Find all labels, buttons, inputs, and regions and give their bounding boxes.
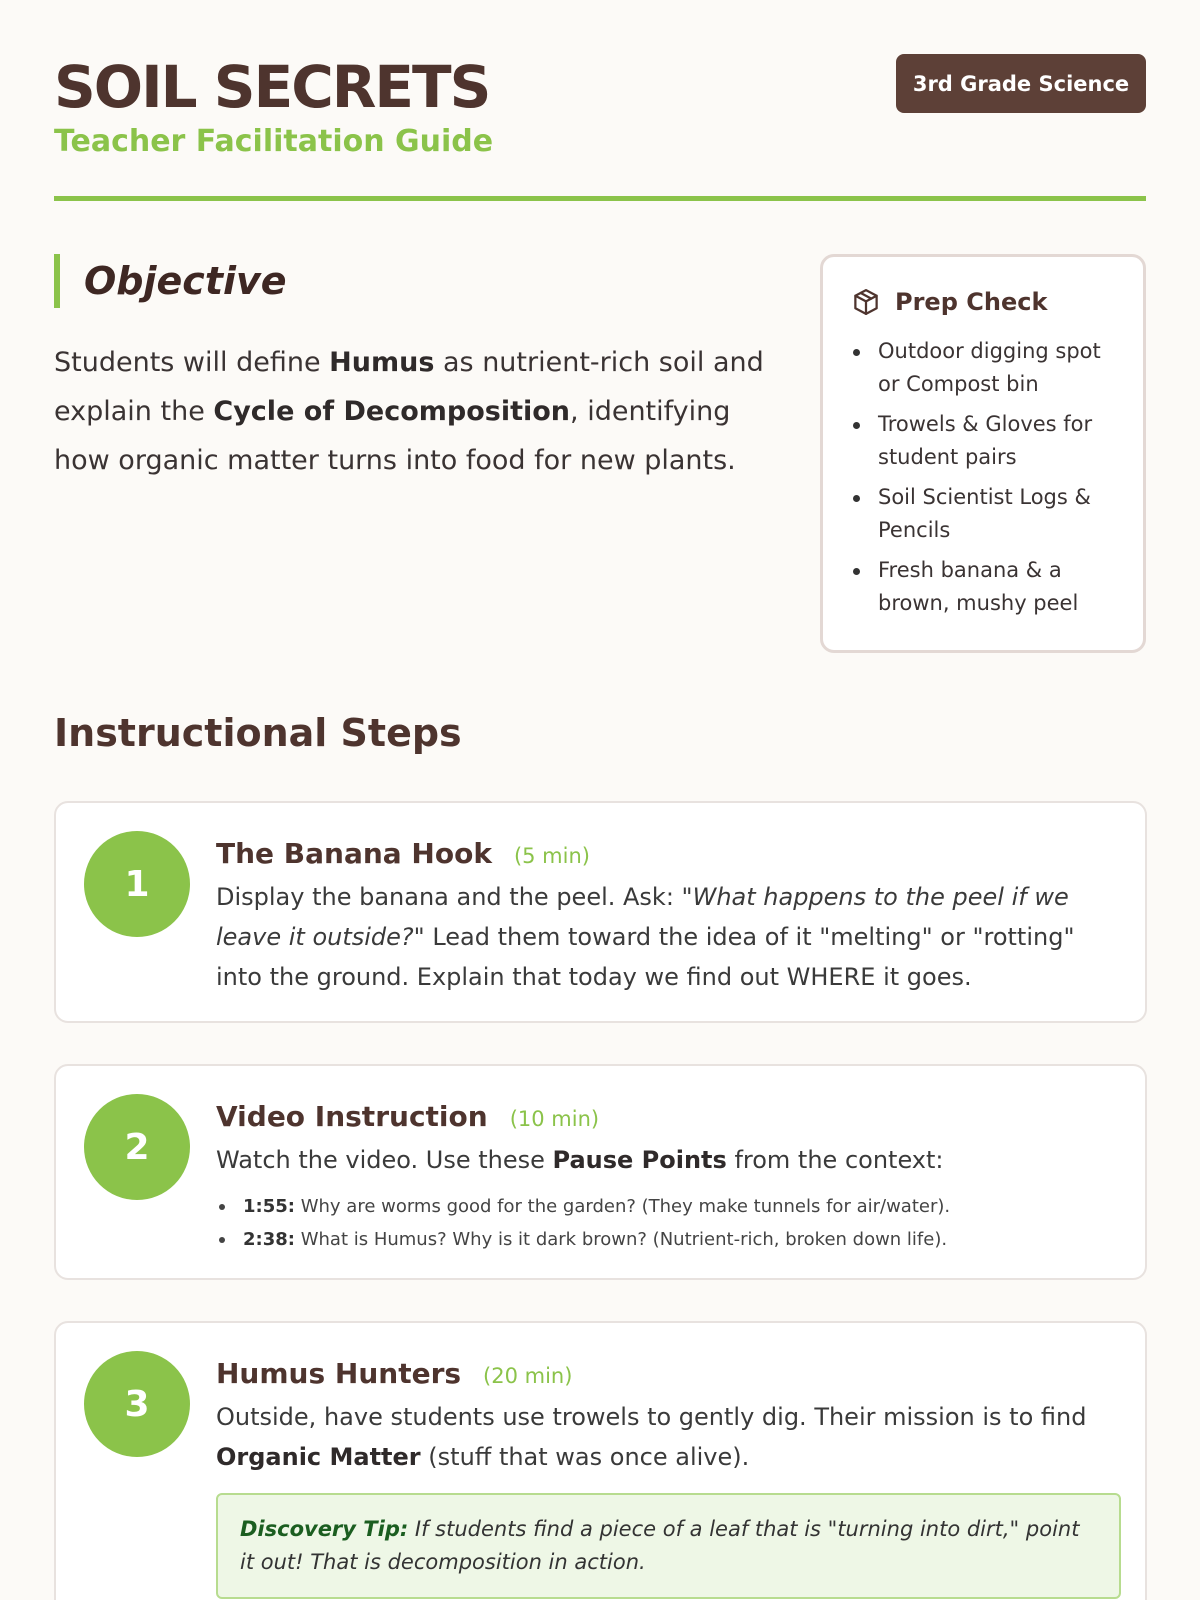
step-title: The Banana Hook: [216, 837, 492, 870]
step-card-3: [54, 1321, 1147, 1600]
step-description: Outside, have students use trowels to gently dig. Their mission is to find Organic Matter (stuff that was once alive).: [216, 1403, 1087, 1471]
step-number-badge: 3: [84, 1351, 190, 1457]
objective-text: Students will define Humus as nutrient-rich soil and explain the Cycle of Decomposition, identifying how organic matter turns into food for new plants.: [54, 347, 764, 476]
step-card-1: [54, 801, 1147, 1023]
step-description: Display the banana and the peel. Ask: "What happens to the peel if we leave it outside?" Lead them toward the idea of it "melting" or "rotting" into the ground. Explain that today we find out WHERE it goes.: [216, 883, 1075, 991]
step-title-row: [216, 1353, 1117, 1397]
step-card-2: [54, 1064, 1147, 1280]
step-body: [216, 1353, 1117, 1599]
step-title: Video Instruction: [216, 1100, 488, 1133]
page-subtitle: Teacher Facilitation Guide: [54, 124, 494, 159]
steps-heading: Instructional Steps: [54, 711, 462, 755]
step-number-badge: 2: [84, 1094, 190, 1200]
step-duration: (10 min): [509, 1107, 600, 1131]
objective-section: [54, 254, 774, 485]
step-duration: (5 min): [513, 844, 590, 868]
prep-item: Outdoor digging spot or Compost bin: [851, 335, 1117, 401]
step-title-row: [216, 1096, 1117, 1140]
pause-points-list: [216, 1190, 1117, 1256]
prep-check-header: [851, 283, 1117, 321]
grade-badge: 3rd Grade Science: [896, 54, 1146, 113]
prep-item: Trowels & Gloves for student pairs: [851, 408, 1117, 474]
term-organic-matter: Organic Matter: [216, 1443, 421, 1471]
prep-item: Soil Scientist Logs & Pencils: [851, 481, 1117, 547]
discovery-tip-label: Discovery Tip:: [240, 1517, 409, 1541]
step-title-row: [216, 833, 1117, 877]
step-duration: (20 min): [483, 1364, 573, 1388]
pause-point-time: 2:38:: [243, 1229, 295, 1250]
step-number-badge: 1: [84, 831, 190, 937]
step-title: Humus Hunters: [216, 1357, 462, 1390]
step-body: [216, 1096, 1117, 1256]
objective-heading: Objective: [54, 254, 774, 308]
step-question: "What happens to the peel if we leave it outside?": [216, 883, 1069, 951]
step-body: [216, 833, 1117, 997]
prep-list: [851, 335, 1117, 620]
term-pause-points: Pause Points: [552, 1146, 727, 1174]
page-title: SOIL SECRETS: [54, 53, 490, 121]
step-description: Watch the video. Use these Pause Points from the context:: [216, 1146, 944, 1174]
prep-item: Fresh banana & a brown, mushy peel: [851, 554, 1117, 620]
prep-check-title: Prep Check: [895, 288, 1048, 316]
box-icon: [851, 287, 881, 317]
prep-check-card: [820, 254, 1146, 653]
discovery-tip: Discovery Tip: If students find a piece of a leaf that is "turning into dirt," point it out! That is decomposition in action.: [216, 1493, 1121, 1599]
pause-point-time: 1:55:: [243, 1196, 295, 1217]
term-humus: Humus: [329, 347, 435, 378]
page-header: [54, 0, 1146, 201]
pause-point: 2:38: What is Humus? Why is it dark brown? (Nutrient-rich, broken down life).: [216, 1223, 1117, 1256]
term-cycle-of-decomposition: Cycle of Decomposition: [213, 396, 571, 427]
pause-point: 1:55: Why are worms good for the garden? (They make tunnels for air/water).: [216, 1190, 1117, 1223]
